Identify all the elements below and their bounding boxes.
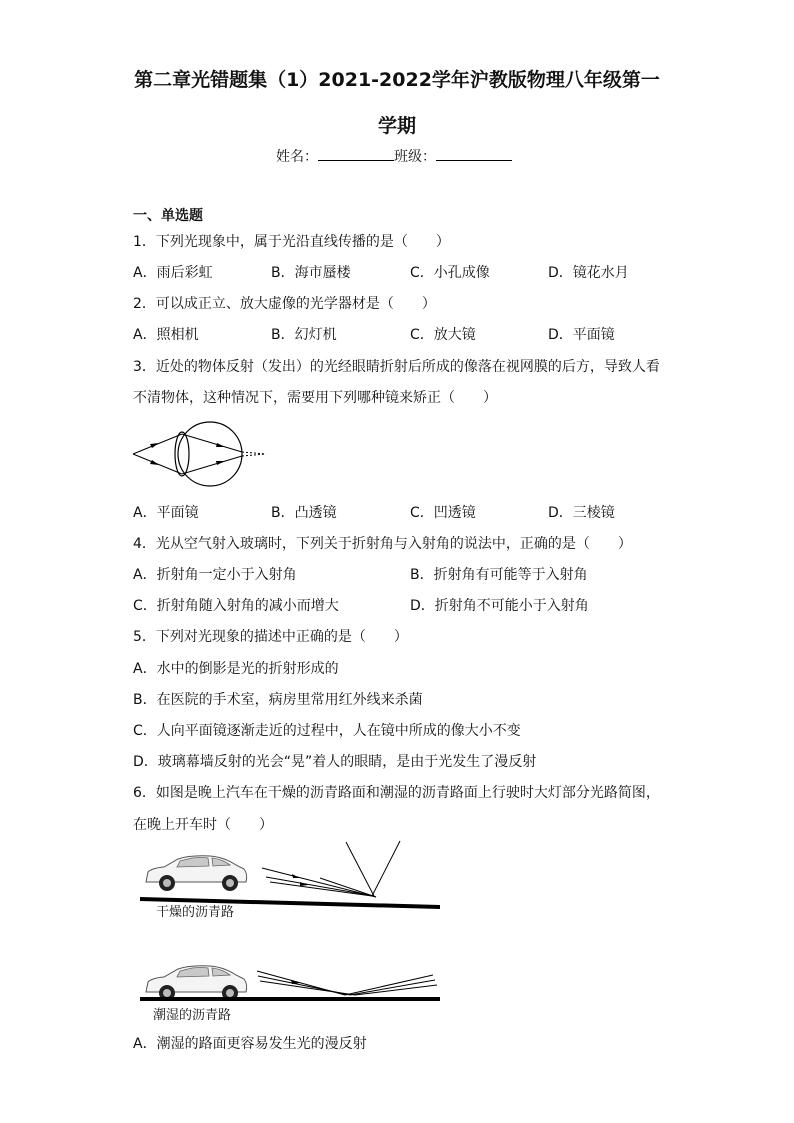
question-2-option-c[interactable]: C．放大镜 [410,327,476,343]
wet-road-diagram [140,962,445,1004]
question-1-stem: 1．下列光现象中，属于光沿直线传播的是（ ） [133,234,450,250]
eye-diagram [130,418,270,490]
question-3-option-a[interactable]: A．平面镜 [133,505,199,521]
question-3-stem-line1: 3．近处的物体反射（发出）的光经眼睛折射后所成的像落在视网膜的后方，导致人看 [133,359,660,375]
eyeball [178,422,242,486]
question-1-option-d[interactable]: D．镜花水月 [548,265,629,281]
question-5-option-c[interactable]: C．人向平面镜逐渐走近的过程中，人在镜中所成的像大小不变 [133,723,521,739]
question-4-option-d[interactable]: D．折射角不可能小于入射角 [410,598,589,614]
question-3-stem-line2: 不清物体，这种情况下，需要用下列哪种镜来矫正（ ） [133,390,497,406]
class-field[interactable] [436,145,512,161]
question-4-stem: 4．光从空气射入玻璃时，下列关于折射角与入射角的说法中，正确的是（ ） [133,536,632,552]
question-1-option-c[interactable]: C．小孔成像 [410,265,490,281]
dry-road-label: 干燥的沥青路 [156,905,235,920]
section-heading: 一、单选题 [133,208,203,224]
refracted-ray-upper [182,434,242,452]
document-title-line1: 第二章光错题集（1）2021-2022学年沪教版物理八年级第一 [134,69,660,91]
question-5-option-a[interactable]: A．水中的倒影是光的折射形成的 [133,661,339,677]
question-4-option-a[interactable]: A．折射角一定小于入射角 [133,567,297,583]
wet-road-label: 潮湿的沥青路 [153,1008,232,1023]
question-4-option-b[interactable]: B．折射角有可能等于入射角 [410,567,588,583]
ray-arrow-upper [150,443,159,448]
ray-arrow-lower [150,460,159,465]
question-1-option-a[interactable]: A．雨后彩虹 [133,265,213,281]
question-3-option-c[interactable]: C．凹透镜 [410,505,476,521]
question-2-option-b[interactable]: B．幻灯机 [271,327,337,343]
name-field[interactable] [318,145,394,161]
question-1-option-b[interactable]: B．海市蜃楼 [271,265,351,281]
extension-ray-lower [242,454,266,456]
extension-ray-upper [242,452,266,454]
question-6-stem-line1: 6．如图是晚上汽车在干燥的沥青路面和潮湿的沥青路面上行驶时大灯部分光路简图， [133,785,660,801]
question-6-stem-line2: 在晚上开车时（ ） [133,817,273,833]
refracted-arrow-lower [216,461,225,465]
car-icon [146,966,247,1001]
question-2-option-a[interactable]: A．照相机 [133,327,199,343]
car-icon [146,856,247,891]
refracted-ray-lower [182,456,242,474]
refracted-arrow-upper [216,443,225,447]
document-title-line2: 学期 [377,115,416,137]
question-5-option-d[interactable]: D．玻璃幕墙反射的光会“晃”着人的眼睛，是由于光发生了漫反射 [133,754,537,770]
student-info [276,145,512,167]
question-4-option-c[interactable]: C．折射角随入射角的减小而增大 [133,598,339,614]
class-label: 班级： [394,149,436,165]
question-5-stem: 5．下列对光现象的描述中正确的是（ ） [133,629,408,645]
question-3-option-b[interactable]: B．凸透镜 [271,505,337,521]
question-2-option-d[interactable]: D．平面镜 [548,327,615,343]
question-3-option-d[interactable]: D．三棱镜 [548,505,615,521]
question-6-option-a[interactable]: A．潮湿的路面更容易发生光的漫反射 [133,1036,367,1052]
dry-road-diagram [140,838,445,910]
name-label: 姓名： [276,149,318,165]
question-5-option-b[interactable]: B．在医院的手术室，病房里常用红外线来杀菌 [133,692,423,708]
question-2-stem: 2．可以成正立、放大虚像的光学器材是（ ） [133,296,436,312]
